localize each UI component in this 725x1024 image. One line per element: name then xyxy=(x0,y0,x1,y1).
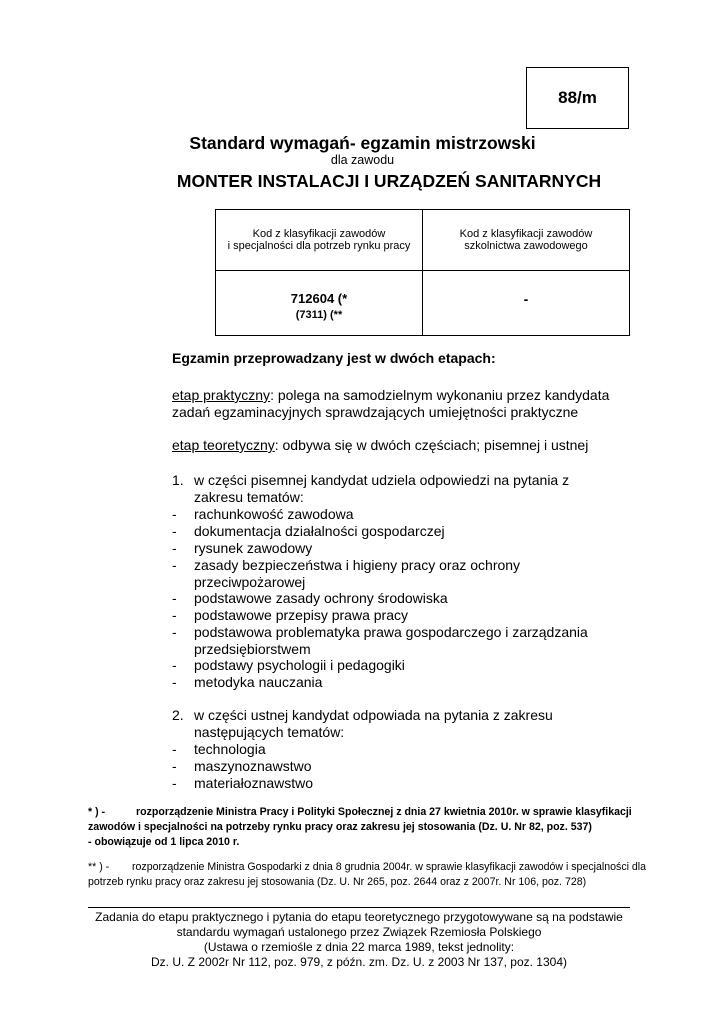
list-dash: - xyxy=(172,540,177,556)
list-dash: - xyxy=(172,607,177,623)
footnote-1 xyxy=(88,805,630,850)
document-subtitle: dla zawodu xyxy=(330,153,395,167)
profession-name: MONTER INSTALACJI I URZĄDZEŃ SANITARNYCH xyxy=(176,171,602,191)
school-code-cell xyxy=(423,271,630,336)
list-number: 1. xyxy=(172,472,184,488)
list-dash: - xyxy=(172,624,177,640)
oral-part-text-2: następujących tematów: xyxy=(194,724,345,740)
list-dash: - xyxy=(172,590,177,606)
list-item-text: przedsiębiorstwem xyxy=(194,641,311,657)
list-item-text: maszynoznawstwo xyxy=(194,758,312,774)
footnote-2-text-2: potrzeb rynku pracy oraz zakresu jej stosowania (Dz. U. Nr 265, poz. 2644 oraz z 2007r. Nr 106, poz. 728) xyxy=(88,876,587,888)
footnote-2-text-1: rozporządzenie Ministra Gospodarki z dnia 8 grudnia 2004r. w sprawie klasyfikacji zawodów i specjalności dla xyxy=(132,861,647,873)
list-item-text: przeciwpożarowej xyxy=(194,574,306,590)
list-number: 2. xyxy=(172,707,184,723)
footnote-2 xyxy=(88,860,647,890)
list-item-text: podstawy psychologii i pedagogiki xyxy=(194,657,405,673)
list-item-text: podstawowa problematyka prawa gospodarczego i zarządzania xyxy=(194,624,588,640)
market-code-old-value: (7311) (** xyxy=(295,309,343,321)
footer-line-3: (Ustawa o rzemiośle z dnia 22 marca 1989, tekst jednolity: xyxy=(203,940,515,954)
theoretical-stage xyxy=(172,437,588,454)
list-dash: - xyxy=(172,758,177,774)
footer-divider xyxy=(88,907,630,908)
header-school-code xyxy=(423,210,630,271)
list-dash: - xyxy=(172,557,177,573)
list-item-text: technologia xyxy=(194,741,266,757)
footnote-2-mark: ** ) - xyxy=(88,861,110,873)
practical-stage xyxy=(172,387,652,421)
market-code-value: 712604 (* xyxy=(290,291,348,306)
list-dash: - xyxy=(172,775,177,791)
footer-line-4: Dz. U. Z 2002r Nr 112, poz. 979, z późn. zm. Dz. U. z 2003 Nr 137, poz. 1304) xyxy=(151,955,567,969)
oral-part-text-1: w części ustnej kandydat odpowiada na pytania z zakresu xyxy=(194,707,553,723)
header-school-code-line2: szkolnictwa zawodowego xyxy=(464,240,588,252)
header-market-code-line2: i specjalności dla potrzeb rynku pracy xyxy=(227,240,411,252)
footnote-1-mark: * ) - xyxy=(88,806,106,818)
list-dash: - xyxy=(172,741,177,757)
practical-stage-text-1: : polega na samodzielnym wykonaniu przez kandydata xyxy=(270,387,610,403)
practical-stage-text-2: zadań egzaminacyjnych sprawdzających umiejętności praktyczne xyxy=(172,404,579,420)
list-dash: - xyxy=(172,506,177,522)
document-code-box: 88/m xyxy=(526,67,629,129)
list-item-text: rysunek zawodowy xyxy=(194,540,313,556)
list-item-text: metodyka nauczania xyxy=(194,674,323,690)
header-school-code-line1: Kod z klasyfikacji zawodów xyxy=(459,228,593,240)
list-dash: - xyxy=(172,674,177,690)
header-market-code-line1: Kod z klasyfikacji zawodów xyxy=(252,228,386,240)
list-dash: - xyxy=(172,523,177,539)
theoretical-stage-label: etap teoretyczny xyxy=(172,437,275,453)
list-item-text: podstawowe zasady ochrony środowiska xyxy=(194,590,448,606)
school-code-value: - xyxy=(523,291,529,307)
exam-intro: Egzamin przeprowadzany jest w dwóch etapach: xyxy=(172,350,496,366)
header-market-code xyxy=(216,210,423,271)
practical-stage-label: etap praktyczny xyxy=(172,387,271,403)
footnote-1-text-2: zawodów i specjalności na potrzeby rynku pracy oraz zakresu jej stosowania (Dz. U. Nr 82, poz. 537) xyxy=(88,821,592,833)
market-code-cell xyxy=(216,271,423,336)
list-item-text: materiałoznawstwo xyxy=(194,775,314,791)
list-item-text: dokumentacja działalności gospodarczej xyxy=(194,523,445,539)
footnote-1-text-3: - obowiązuje od 1 lipca 2010 r. xyxy=(88,836,240,848)
theoretical-stage-text: : odbywa się w dwóch częściach; pisemnej i ustnej xyxy=(274,437,589,453)
written-part-text-1: w części pisemnej kandydat udziela odpowiedzi na pytania z xyxy=(194,472,570,488)
written-part-text-2: zakresu tematów: xyxy=(194,489,304,505)
list-item-text: podstawowe przepisy prawa pracy xyxy=(194,607,408,623)
footer-note xyxy=(88,910,630,970)
list-dash: - xyxy=(172,657,177,673)
list-item-text: rachunkowość zawodowa xyxy=(194,506,354,522)
document-title: Standard wymagań- egzamin mistrzowski xyxy=(189,133,536,153)
footnote-1-text-1: rozporządzenie Ministra Pracy i Polityki Społecznej z dnia 27 kwietnia 2010r. w sprawie klasyfikacji xyxy=(136,806,632,818)
list-item-text: zasady bezpieczeństwa i higieny pracy oraz ochrony xyxy=(194,557,521,573)
footer-line-1: Zadania do etapu praktycznego i pytania do etapu teoretycznego przygotowywane są na podstawie xyxy=(95,910,623,924)
classification-table xyxy=(215,209,630,336)
footer-line-2: standardu wymagań ustalonego przez Związek Rzemiosła Polskiego xyxy=(176,925,542,939)
